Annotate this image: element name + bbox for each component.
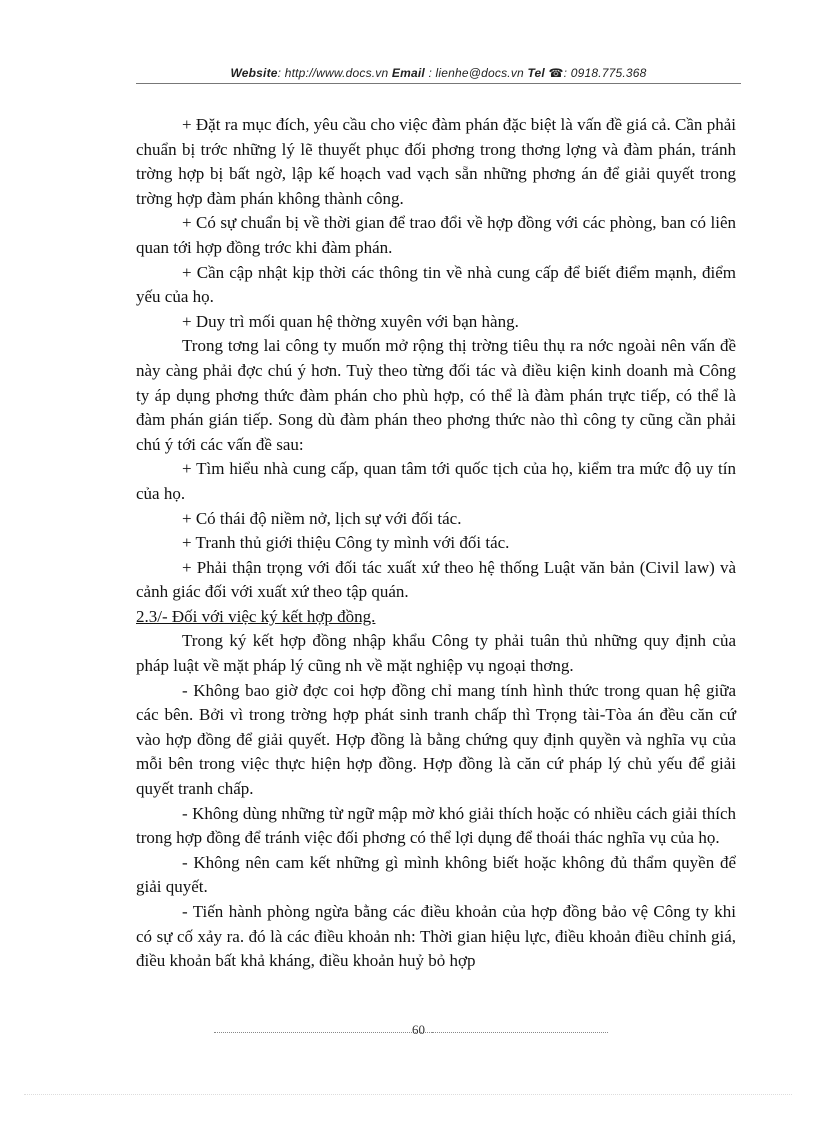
email-value[interactable]: : lienhe@docs.vn [424,66,528,80]
bottom-dotted-line [24,1094,792,1095]
paragraph: - Không dùng những từ ngữ mập mờ khó giải thích hoặc có nhiều cách giải thích trong hợp đồng để tránh việc đối phơng có thể lợi dụng để thoái thác nghĩa vụ của họ. [136,803,736,848]
paragraph: + Tranh thủ giới thiệu Công ty mình với đối tác. [182,533,510,553]
paragraph: - Tiến hành phòng ngừa bằng các điều khoản của hợp đồng bảo vệ Công ty khi có sự cố xảy ra. đó là các điều khoản nh: Thời gian hiệu lực, điều khoản điều chỉnh giá, điều khoản bất khả kháng, điều khoản huỷ bỏ hợp [136,902,736,971]
website-value[interactable]: : http://www.docs.vn [277,66,392,80]
page-footer [136,1022,736,1048]
paragraph: + Cần cập nhật kịp thời các thông tin về nhà cung cấp để biết điểm mạnh, điểm yếu của họ. [136,262,736,307]
phone-icon: ☎ [548,66,564,80]
paragraph: Trong tơng lai công ty muốn mở rộng thị trờng tiêu thụ ra nớc ngoài nên vấn đề này càng phải đợc chú ý hơn. Tuỳ theo từng đối tác và điều kiện kinh doanh mà Công ty áp dụng phơng thức đàm phán cho phù hợp, có thể là đàm phán trực tiếp, có thể là đàm phán gián tiếp. Song dù đàm phán theo phơng thức nào thì công ty cũng cần phải chú ý tới các vấn đề sau: [136,336,736,454]
paragraph: - Không nên cam kết những gì mình không biết hoặc không đủ thẩm quyền để giải quyết. [136,852,736,897]
tel-label: Tel [527,66,545,80]
page-header [136,66,741,80]
paragraph: + Đặt ra mục đích, yêu cầu cho việc đàm phán đặc biệt là vấn đề giá cả. Cần phải chuẩn bị trớc những lý lẽ thuyết phục đối phơng trong thơng lợng và đàm phán, tránh trờng hợp bị bất ngờ, lập kế hoạch vad vạch sẵn những phơng án để giải quyết trong trờng hợp đàm phán không thành công. [136,115,736,208]
email-label: Email [391,66,425,80]
paragraph: + Có sự chuẩn bị về thời gian để trao đổi về hợp đồng với các phòng, ban có liên quan tới hợp đồng trớc khi đàm phán. [136,213,736,257]
section-heading: 2.3/- Đối với việc ký kết hợp đồng. [136,606,376,626]
paragraph: + Có thái độ niềm nở, lịch sự với đối tác. [182,508,462,528]
header-divider [136,83,741,84]
paragraph: Trong ký kết hợp đồng nhập khẩu Công ty phải tuân thủ những quy định của pháp luật về mặt pháp lý cũng nh về mặt nghiệp vụ ngoại thơng. [136,631,736,676]
paragraph: - Không bao giờ đợc coi hợp đồng chỉ mang tính hình thức trong quan hệ giữa các bên. Bởi vì trong trờng hợp phát sinh tranh chấp thì Trọng tài-Tòa án đều căn cứ vào hợp đồng để giải quyết. Hợp đồng là bằng chứng quy định quyền và nghĩa vụ của mỗi bên trong việc thực hiện hợp đồng. Hợp đồng là căn cứ pháp lý chủ yếu để giải quyết tranh chấp. [136,680,736,799]
tel-value: : 0918.775.368 [563,66,647,80]
website-label: Website [230,66,278,80]
page-number: 60 [412,1022,425,1037]
paragraph: + Phải thận trọng với đối tác xuất xứ theo hệ thống Luật văn bản (Civil law) và cảnh giác đối với xuất xứ theo tập quán. [136,557,736,602]
paragraph: + Tìm hiểu nhà cung cấp, quan tâm tới quốc tịch của họ, kiểm tra mức độ uy tín của họ. [136,459,736,503]
footer-dots-right [432,1032,608,1033]
document-body [136,113,736,974]
paragraph: + Duy trì mối quan hệ thờng xuyên với bạn hàng. [182,311,519,331]
